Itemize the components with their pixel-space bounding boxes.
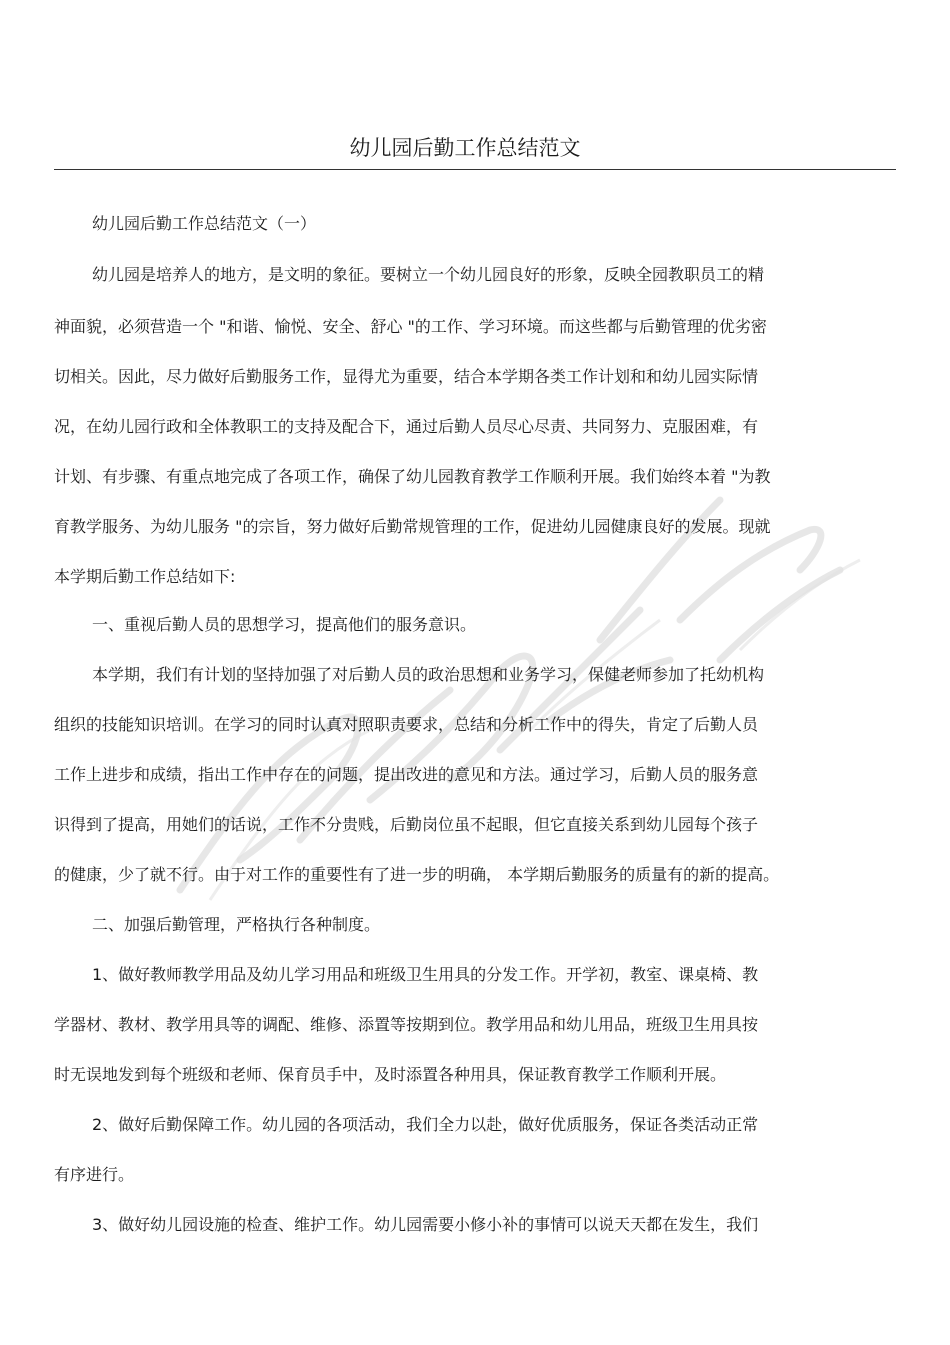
document-title: 幼儿园后勤工作总结范文 — [349, 136, 581, 160]
paragraph-line: 况，在幼儿园行政和全体教职工的支持及配合下，通过后勤人员尽心尽责、共同努力、克服困难，有 — [54, 417, 759, 436]
paragraph-line: 3、做好幼儿园设施的检查、维护工作。幼儿园需要小修小补的事情可以说天天都在发生，我们 — [92, 1215, 759, 1234]
section-heading: 幼儿园后勤工作总结范文（一） — [92, 214, 317, 233]
paragraph-line: 切相关。因此，尽力做好后勤服务工作，显得尤为重要，结合本学期各类工作计划和和幼儿园实际情 — [54, 367, 759, 386]
paragraph-line: 2、做好后勤保障工作。幼儿园的各项活动，我们全力以赴，做好优质服务，保证各类活动正常 — [92, 1115, 759, 1134]
paragraph-line: 本学期后勤工作总结如下: — [54, 567, 236, 586]
paragraph-line: 幼儿园是培养人的地方，是文明的象征。要树立一个幼儿园良好的形象，反映全园教职员工的精 — [92, 265, 765, 284]
paragraph-line: 的健康，少了就不行。由于对工作的重要性有了进一步的明确， 本学期后勤服务的质量有的新的提高。 — [54, 865, 780, 884]
paragraph-line: 有序进行。 — [54, 1165, 135, 1184]
section-heading: 二、加强后勤管理，严格执行各种制度。 — [92, 915, 381, 934]
paragraph-line: 组织的技能知识培训。在学习的同时认真对照职责要求，总结和分析工作中的得失，肯定了后勤人员 — [54, 715, 759, 734]
paragraph-line: 1、做好教师教学用品及幼儿学习用品和班级卫生用具的分发工作。开学初，教室、课桌椅、教 — [92, 965, 759, 984]
paragraph-line: 育教学服务、为幼儿服务 "的宗旨，努力做好后勤常规管理的工作，促进幼儿园健康良好的发展。现就 — [54, 517, 771, 536]
paragraph-line: 工作上进步和成绩，指出工作中存在的问题，提出改进的意见和方法。通过学习，后勤人员的服务意 — [54, 765, 759, 784]
paragraph-line: 计划、有步骤、有重点地完成了各项工作，确保了幼儿园教育教学工作顺利开展。我们始终本着 "为教 — [54, 467, 771, 486]
paragraph-line: 本学期，我们有计划的坚持加强了对后勤人员的政治思想和业务学习，保健老师参加了托幼机构 — [92, 665, 765, 684]
section-heading: 一、重视后勤人员的思想学习，提高他们的服务意识。 — [92, 615, 477, 634]
paragraph-line: 时无误地发到每个班级和老师、保育员手中，及时添置各种用具，保证教育教学工作顺利开展。 — [54, 1065, 727, 1084]
title-divider — [54, 169, 896, 170]
paragraph-line: 神面貌，必须营造一个 "和谐、愉悦、安全、舒心 "的工作、学习环境。而这些都与后勤管理的优劣密 — [54, 317, 767, 336]
paragraph-line: 识得到了提高，用她们的话说，工作不分贵贱，后勤岗位虽不起眼，但它直接关系到幼儿园每个孩子 — [54, 815, 759, 834]
paragraph-line: 学器材、教材、教学用具等的调配、维修、添置等按期到位。教学用品和幼儿用品，班级卫生用具按 — [54, 1015, 759, 1034]
